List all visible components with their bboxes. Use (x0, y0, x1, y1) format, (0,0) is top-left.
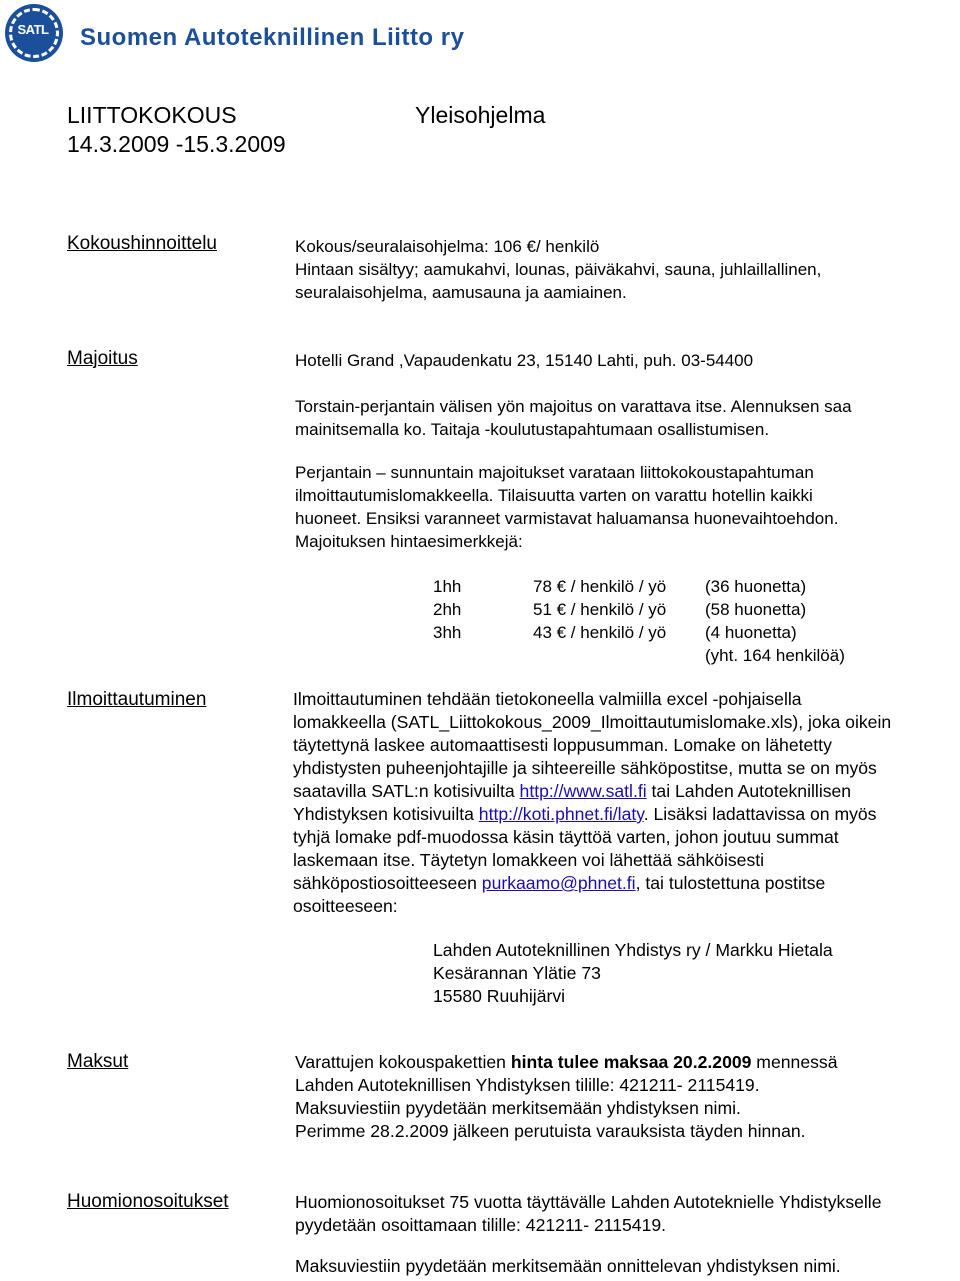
registration-line: saatavilla SATL:n kotisivuilta http://www.satl.fi tai Lahden Autoteknillisen (293, 781, 852, 801)
hotel-info: Hotelli Grand ,Vapaudenkatu 23, 15140 Lahti, puh. 03-54400 (295, 351, 754, 370)
section-label-tributes: Huomionosoitukset (67, 1191, 229, 1212)
meeting-dates: 14.3.2009 -15.3.2009 (67, 131, 286, 157)
organization-name: Suomen Autoteknillinen Liitto ry (80, 24, 465, 51)
tributes-line: Huomionosoitukset 75 vuotta täyttävälle Lahden Autoteknielle Yhdistykselle (295, 1192, 882, 1212)
payments-line: Perimme 28.2.2009 jälkeen perutuista varauksista täyden hinnan. (295, 1121, 806, 1141)
room-price: 78 € / henkilö / yö (533, 577, 667, 596)
room-count: (4 huonetta) (705, 623, 797, 642)
room-price: 43 € / henkilö / yö (533, 623, 667, 642)
room-price: 51 € / henkilö / yö (533, 600, 667, 619)
tributes-line: pyydetään osoittamaan tilille: 421211- 2115419. (295, 1215, 667, 1235)
room-type: 1hh (433, 577, 462, 596)
section-label-pricing: Kokoushinnoittelu (67, 233, 217, 254)
pricing-line: Kokous/seuralaisohjelma: 106 €/ henkilö (295, 237, 600, 256)
program-title: Yleisohjelma (415, 102, 546, 128)
address-line: Lahden Autoteknillinen Yhdistys ry / Markku Hietala (433, 940, 833, 960)
section-label-payments: Maksut (67, 1051, 129, 1072)
registration-line: lomakkeella (SATL_Liittokokous_2009_Ilmoittautumislomake.xls), joka oikein (293, 712, 892, 732)
lodging-para2-line: huoneet. Ensiksi varanneet varmistavat haluamansa huonevaihtoehdon. (295, 509, 839, 528)
satl-website-link[interactable]: http://www.satl.fi (519, 781, 647, 801)
payments-line: Lahden Autoteknillisen Yhdistyksen tilille: 421211- 2115419. (295, 1075, 760, 1095)
registration-line: yhdistysten puheenjohtajille ja sihteereille sähköpostitse, mutta se on myös (293, 758, 877, 778)
tributes-note: Maksuviestiin pyydetään merkitsemään onnittelevan yhdistyksen nimi. (295, 1256, 841, 1276)
lodging-para2-line: ilmoittautumislomakkeella. Tilaisuutta varten on varattu hotellin kaikki (295, 486, 813, 505)
pricing-line: Hintaan sisältyy; aamukahvi, lounas, päiväkahvi, sauna, juhlaillallinen, (295, 260, 822, 279)
lodging-para2-line: Perjantain – sunnuntain majoitukset varataan liittokokoustapahtuman (295, 463, 814, 482)
registration-line: osoitteeseen: (293, 896, 398, 916)
registration-line: Yhdistyksen kotisivuilta http://koti.phnet.fi/laty. Lisäksi ladattavissa on myös (293, 804, 877, 824)
payments-line: Maksuviestiin pyydetään merkitsemään yhdistyksen nimi. (295, 1098, 741, 1118)
registration-line: sähköpostiosoitteeseen purkaamo@phnet.fi, tai tulostettuna postitse (293, 873, 826, 893)
logo-text: SATL (17, 22, 49, 37)
registration-line: tyhjä lomake pdf-muodossa käsin täyttöä varten, johon joutuu summat (293, 827, 839, 847)
lodging-para1-line: mainitsemalla ko. Taitaja -koulutustapahtumaan osallistumisen. (295, 420, 770, 439)
email-link[interactable]: purkaamo@phnet.fi (481, 873, 636, 893)
rooms-total: (yht. 164 henkilöä) (705, 646, 845, 665)
registration-line: täytettynä laskee automaattisesti loppusumman. Lomake on lähetetty (293, 735, 832, 755)
room-type: 3hh (433, 623, 462, 642)
address-line: 15580 Ruuhijärvi (433, 986, 566, 1006)
registration-line: laskemaan itse. Täytetyn lomakkeen voi lähettää sähköisesti (293, 850, 765, 870)
laty-website-link[interactable]: http://koti.phnet.fi/laty (478, 804, 644, 824)
registration-line: Ilmoittautuminen tehdään tietokoneella valmiilla excel -pohjaisella (293, 689, 802, 709)
pricing-line: seuralaisohjelma, aamusauna ja aamiainen. (295, 283, 627, 302)
meeting-title: LIITTOKOKOUS (67, 102, 237, 128)
room-count: (36 huonetta) (705, 577, 807, 596)
room-count: (58 huonetta) (705, 600, 807, 619)
room-type: 2hh (433, 600, 462, 619)
payment-deadline: hinta tulee maksaa 20.2.2009 (510, 1052, 752, 1072)
payments-line: Varattujen kokouspakettien hinta tulee maksaa 20.2.2009 mennessä (295, 1052, 838, 1072)
lodging-para1-line: Torstain-perjantain välisen yön majoitus on varattava itse. Alennuksen saa (295, 397, 852, 416)
section-label-registration: Ilmoittautuminen (67, 689, 207, 710)
address-line: Kesärannan Ylätie 73 (433, 963, 601, 983)
lodging-para2-line: Majoituksen hintaesimerkkejä: (295, 532, 523, 551)
section-label-lodging: Majoitus (67, 348, 138, 369)
